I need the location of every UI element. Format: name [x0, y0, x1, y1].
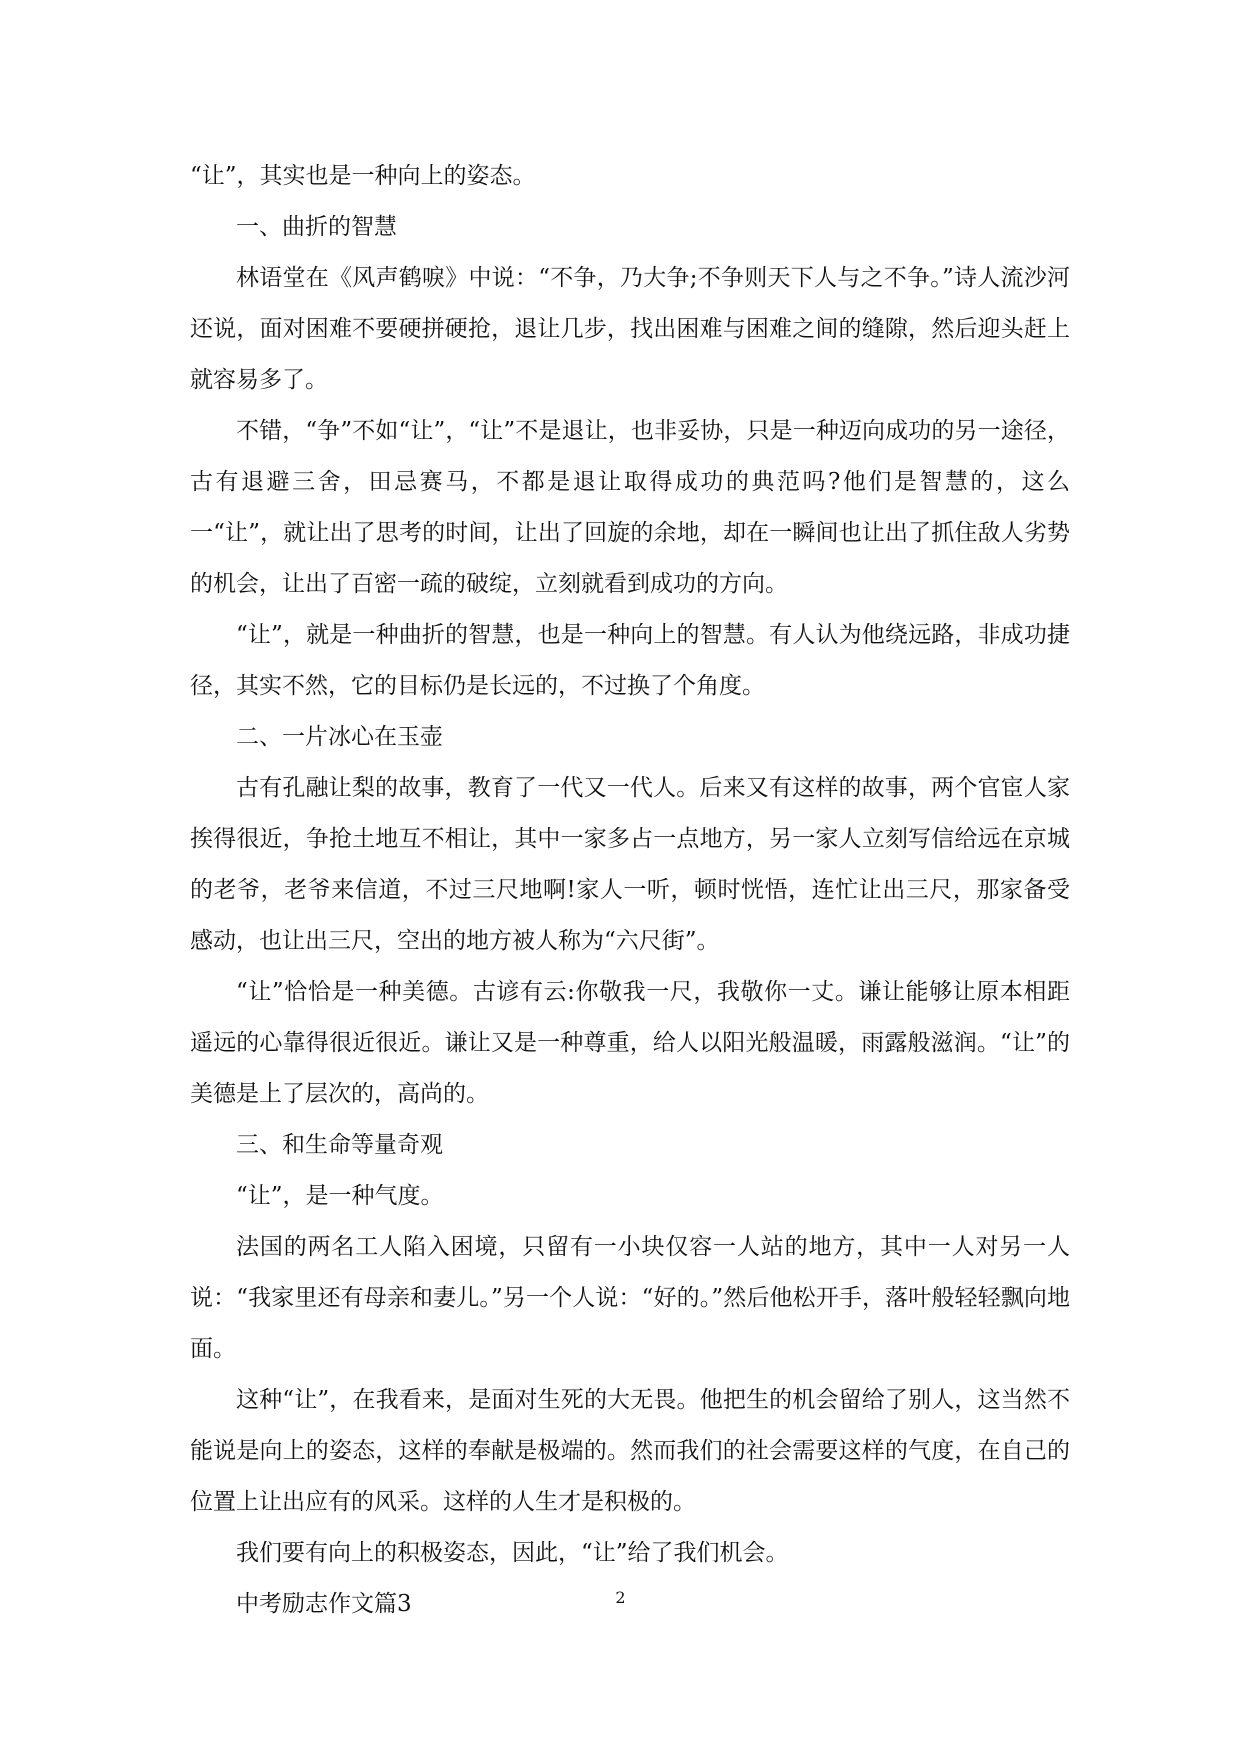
paragraph: 古有孔融让梨的故事，教育了一代又一代人。后来又有这样的故事，两个官宦人家挨得很近，争抢土地互不相让，其中一家多占一点地方，另一家人立刻写信给远在京城的老爷，老爷来信道，不过三尺地啊!家人一听，顿时恍悟，连忙让出三尺，那家备受感动，也让出三尺，空出的地方被人称为“六尺街”。 — [190, 775, 1070, 954]
paragraph: 林语堂在《风声鹤唳》中说：“不争，乃大争;不争则天下人与之不争。”诗人流沙河还说，面对困难不要硬拼硬抢，退让几步，找出困难与困难之间的缝隙，然后迎头赶上就容易多了。 — [190, 265, 1070, 393]
paragraph: 这种“让”，在我看来，是面对生死的大无畏。他把生的机会留给了别人，这当然不能说是向上的姿态，这样的奉献是极端的。然而我们的社会需要这样的气度，在自己的位置上让出应有的风采。这样的人生才是积极的。 — [190, 1387, 1070, 1515]
section-heading: 三、和生命等量奇观 — [236, 1132, 443, 1158]
section-heading: 中考励志作文篇3 — [236, 1591, 412, 1617]
section-heading: 二、一片冰心在玉壶 — [236, 724, 443, 750]
page-number: 2 — [615, 1588, 626, 1607]
paragraph: 我们要有向上的积极姿态，因此，“让”给了我们机会。 — [236, 1540, 789, 1566]
section-heading: 一、曲折的智慧 — [236, 214, 397, 240]
paragraph: 法国的两名工人陷入困境，只留有一小块仅容一人站的地方，其中一人对另一人说：“我家里还有母亲和妻儿。”另一个人说：“好的。”然后他松开手，落叶般轻轻飘向地面。 — [190, 1234, 1070, 1362]
document-body — [190, 151, 1070, 1630]
paragraph: “让”，其实也是一种向上的姿态。 — [190, 163, 536, 189]
paragraph: 不错，“争”不如“让”，“让”不是退让，也非妥协，只是一种迈向成功的另一途径，古有退避三舍，田忌赛马，不都是退让取得成功的典范吗?他们是智慧的，这么一“让”，就让出了思考的时间，让出了回旋的余地，却在一瞬间也让出了抓住敌人劣势的机会，让出了百密一疏的破绽，立刻就看到成功的方向。 — [190, 418, 1070, 597]
paragraph: “让”恰恰是一种美德。古谚有云:你敬我一尺，我敬你一丈。谦让能够让原本相距遥远的心靠得很近很近。谦让又是一种尊重，给人以阳光般温暖，雨露般滋润。“让”的美德是上了层次的，高尚的。 — [190, 979, 1070, 1107]
paragraph: “让”，就是一种曲折的智慧，也是一种向上的智慧。有人认为他绕远路，非成功捷径，其实不然，它的目标仍是长远的，不过换了个角度。 — [190, 622, 1070, 699]
paragraph: “让”，是一种气度。 — [236, 1183, 444, 1209]
